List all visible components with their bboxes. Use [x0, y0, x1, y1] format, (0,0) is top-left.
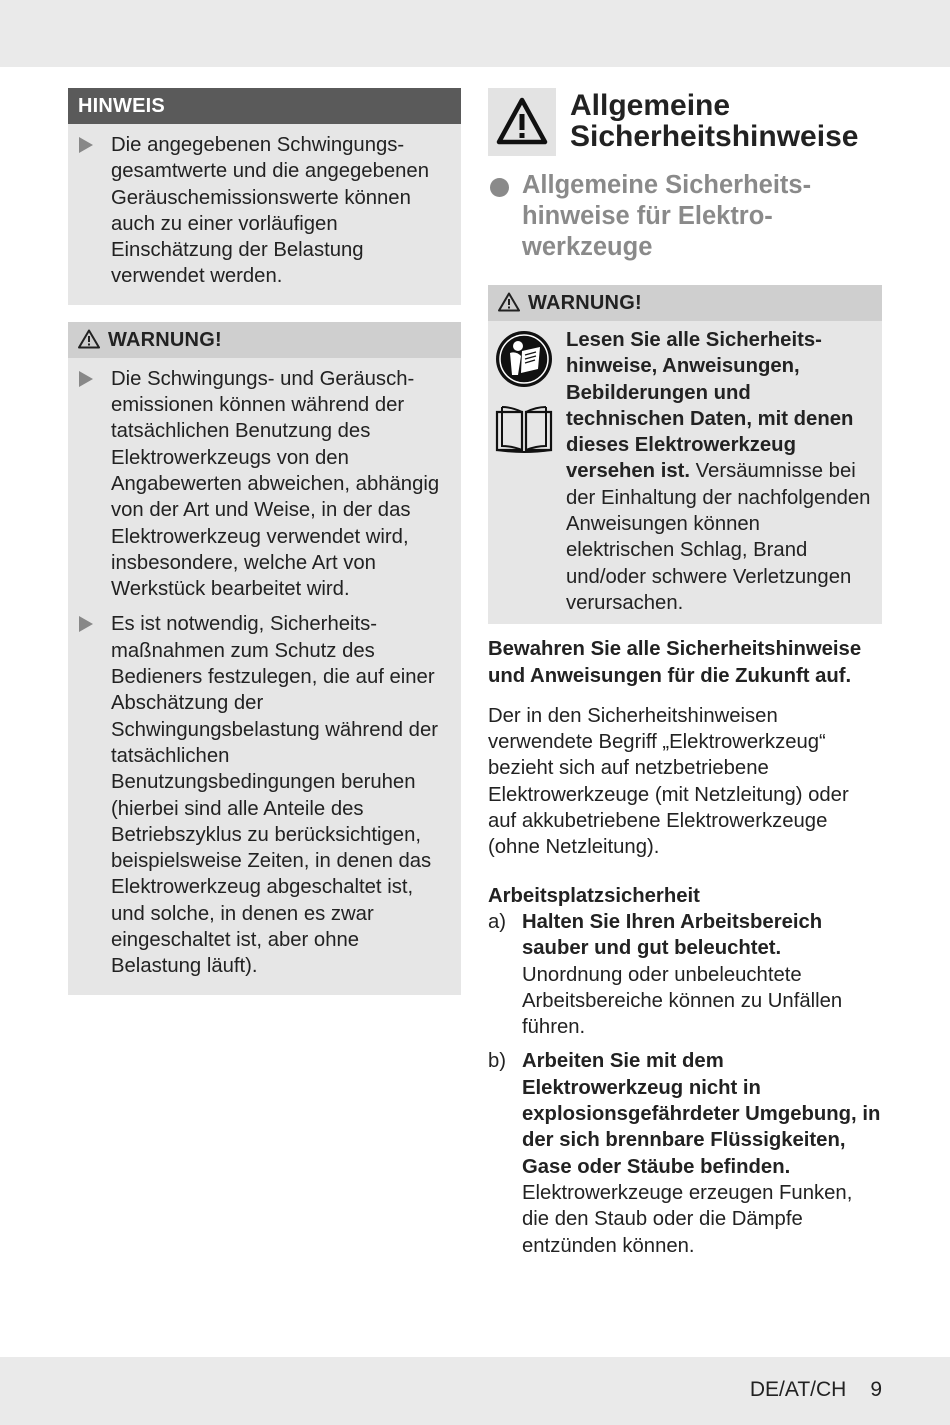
definition-text: Der in den Sicherheitshinweisen verwendete Begriff „Elektrowerkzeug“ bezieht sich auf netzbetriebene Elektrowerkzeuge (mit Netzleitung) oder auf akkubetriebene Elektrowerkzeuge (ohne Netzleitung). [488, 704, 849, 859]
warning-box-left [68, 322, 461, 995]
list-item: Die Schwingungs- und Geräusch-emissionen können während der tatsächlichen Benutzung des Elektrowerkzeugs von den Angabewerten abweichen, abhängig von der Art und Weise, in der das Elektrowerkzeug verwendet wird, insbesondere, welche Art von Werkstück bearbeitet wird. [78, 366, 451, 603]
hinweis-title: HINWEIS [68, 88, 461, 124]
keep-instructions-notice: Bewahren Sie alle Sicherheitshinweise und Anweisungen für die Zukunft auf. [488, 638, 862, 687]
warning-triangle-icon [78, 329, 100, 349]
warning-box-right [488, 285, 882, 624]
section-heading [488, 88, 882, 160]
hinweis-list [68, 124, 461, 305]
right-column [488, 88, 882, 1267]
hinweis-box [68, 88, 461, 305]
list-item: Die angegebenen Schwingungs-gesamtwerte und die angegebenen Geräuschemissionswerte können auch zu einer vorläufigen Einschätzung der Belastung verwendet werden. [78, 132, 451, 290]
warning-icons [494, 329, 554, 464]
triangle-bullet-icon [79, 616, 93, 632]
list-item: a) Halten Sie Ihren Arbeitsbereich sauber und gut beleuchtet. Unordnung oder unbeleuchtete Arbeitsbereiche können zu Unfällen führen. [488, 910, 843, 1039]
page-footer [750, 1378, 882, 1402]
section-subtitle: Allgemeine Sicherheits- hinweise für Elektro- werkzeuge [488, 170, 882, 263]
page-title: Allgemeine Sicherheitshinweise [570, 89, 859, 153]
warning-triangle-icon [498, 292, 520, 312]
triangle-bullet-icon [79, 137, 93, 153]
warning-triangle-icon [488, 88, 556, 156]
list-item: Es ist notwendig, Sicherheits-maßnahmen zum Schutz des Bedieners festzulegen, die auf einer Abschätzung der Schwingungsbelastung während der tatsächlichen Benutzungsbedingungen beruhen (hierbei sind alle Anteile des Betriebszyklus zu berücksichtigen, beispielsweise Zeiten, in denen das Elektrowerkzeug abgeschaltet ist, und solche, in denen es zwar eingeschaltet ist, aber ohne Belastung läuft). [78, 611, 451, 979]
read-manual-icon [494, 329, 554, 389]
page-number: 9 [870, 1378, 882, 1401]
footer-region: DE/AT/CH [749, 1378, 847, 1401]
triangle-bullet-icon [79, 371, 93, 387]
warning-list-left [68, 358, 461, 995]
left-column [68, 88, 461, 995]
warning-title-left: WARNUNG! [68, 322, 461, 358]
workplace-heading: Arbeitsplatzsicherheit [488, 884, 700, 907]
warning-text-right: Lesen Sie alle Sicherheits-hinweise, Anweisungen, Bebilderungen und technischen Daten, mit denen dieses Elektrowerkzeug versehen ist. Versäumnisse bei der Einhaltung der nachfolgenden Anweisungen können elektrischen Schlag, Brand und/oder schwere Verletzungen verursachen. [566, 329, 871, 614]
book-icon [494, 404, 554, 456]
header-band [0, 0, 950, 67]
circle-bullet-icon [490, 178, 509, 197]
warning-content-right [488, 321, 882, 624]
warning-title-right: WARNUNG! [488, 285, 882, 321]
list-item: b) Arbeiten Sie mit dem Elektrowerkzeug nicht in explosionsgefährdeter Umgebung, in der sich brennbare Flüssigkeiten, Gase oder Stäube befinden. Elektrowerkzeuge erzeugen Funken, die den Staub oder die Dämpfe entzünden können. [488, 1050, 881, 1257]
workplace-list [488, 909, 882, 1259]
